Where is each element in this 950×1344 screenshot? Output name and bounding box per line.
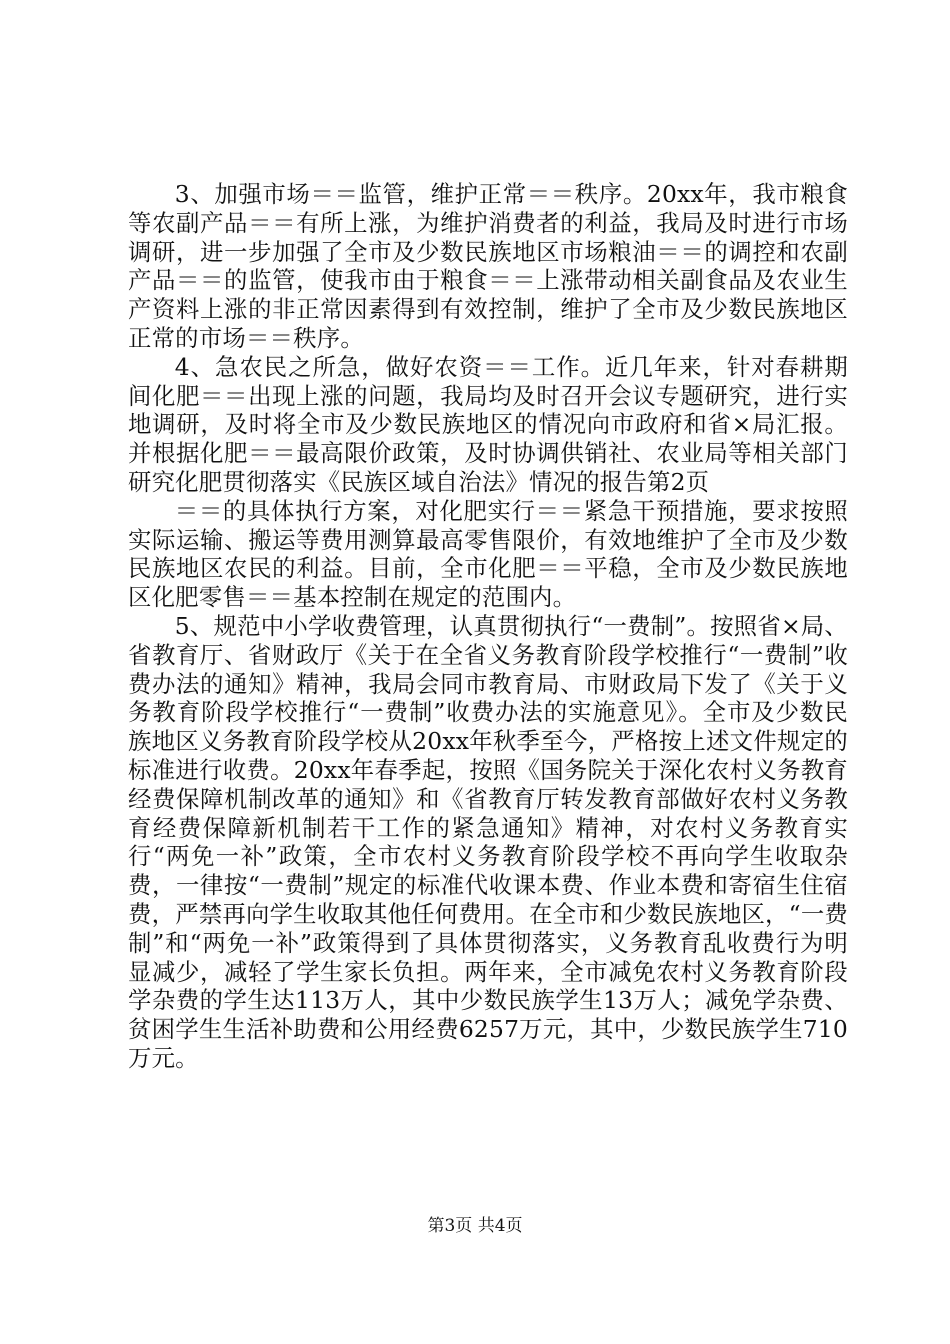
paragraph-market-supervision: 3、加强市场＝＝监管，维护正常＝＝秩序。20xx年，我市粮食等农副产品＝＝有所上涨，为维护消费者的利益，我局及时进行市场调研，进一步加强了全市及少数民族地区市场粮油＝＝的调控和农副产品＝＝的监管，使我市由于粮食＝＝上涨带动相关副食品及农业生产资料上涨的非正常因素得到有效控制，维护了全市及少数民族地区正常的市场＝＝秩序。 <box>128 180 848 352</box>
paragraph-fertilizer-plan: ＝＝的具体执行方案，对化肥实行＝＝紧急干预措施，要求按照实际运输、搬运等费用测算最高零售限价，有效地维护了全市及少数民族地区农民的利益。目前，全市化肥＝＝平稳，全市及少数民族地区化肥零售＝＝基本控制在规定的范围内。 <box>128 496 848 612</box>
paragraph-agricultural-supplies: 4、急农民之所急，做好农资＝＝工作。近几年来，针对春耕期间化肥＝＝出现上涨的问题，我局均及时召开会议专题研究，进行实地调研，及时将全市及少数民族地区的情况向市政府和省×局汇报。并根据化肥＝＝最高限价政策，及时协调供销社、农业局等相关部门研究化肥贯彻落实《民族区域自治法》情况的报告第2页 <box>128 352 848 496</box>
page-footer: 第3页 共4页 <box>427 1216 523 1236</box>
paragraph-school-fees: 5、规范中小学收费管理，认真贯彻执行“一费制”。按照省×局、省教育厅、省财政厅《关于在全省义务教育阶段学校推行“一费制”收费办法的通知》精神，我局会同市教育局、市财政局下发了《关于义务教育阶段学校推行“一费制”收费办法的实施意见》。全市及少数民族地区义务教育阶段学校从20xx年秋季至今，严格按上述文件规定的标准进行收费。20xx年春季起，按照《国务院关于深化农村义务教育经费保障机制改革的通知》和《省教育厅转发教育部做好农村义务教育经费保障新机制若干工作的紧急通知》精神，对农村义务教育实行“两免一补”政策，全市农村义务教育阶段学校不再向学生收取杂费，一律按“一费制”规定的标准代收课本费、作业本费和寄宿生住宿费，严禁再向学生收取其他任何费用。在全市和少数民族地区，“一费制”和“两免一补”政策得到了具体贯彻落实，义务教育乱收费行为明显减少，减轻了学生家长负担。两年来，全市减免农村义务教育阶段学杂费的学生达113万人，其中少数民族学生13万人；减免学杂费、贫困学生生活补助费和公用经费6257万元，其中，少数民族学生710万元。 <box>128 611 848 1072</box>
document-body <box>128 180 848 1073</box>
